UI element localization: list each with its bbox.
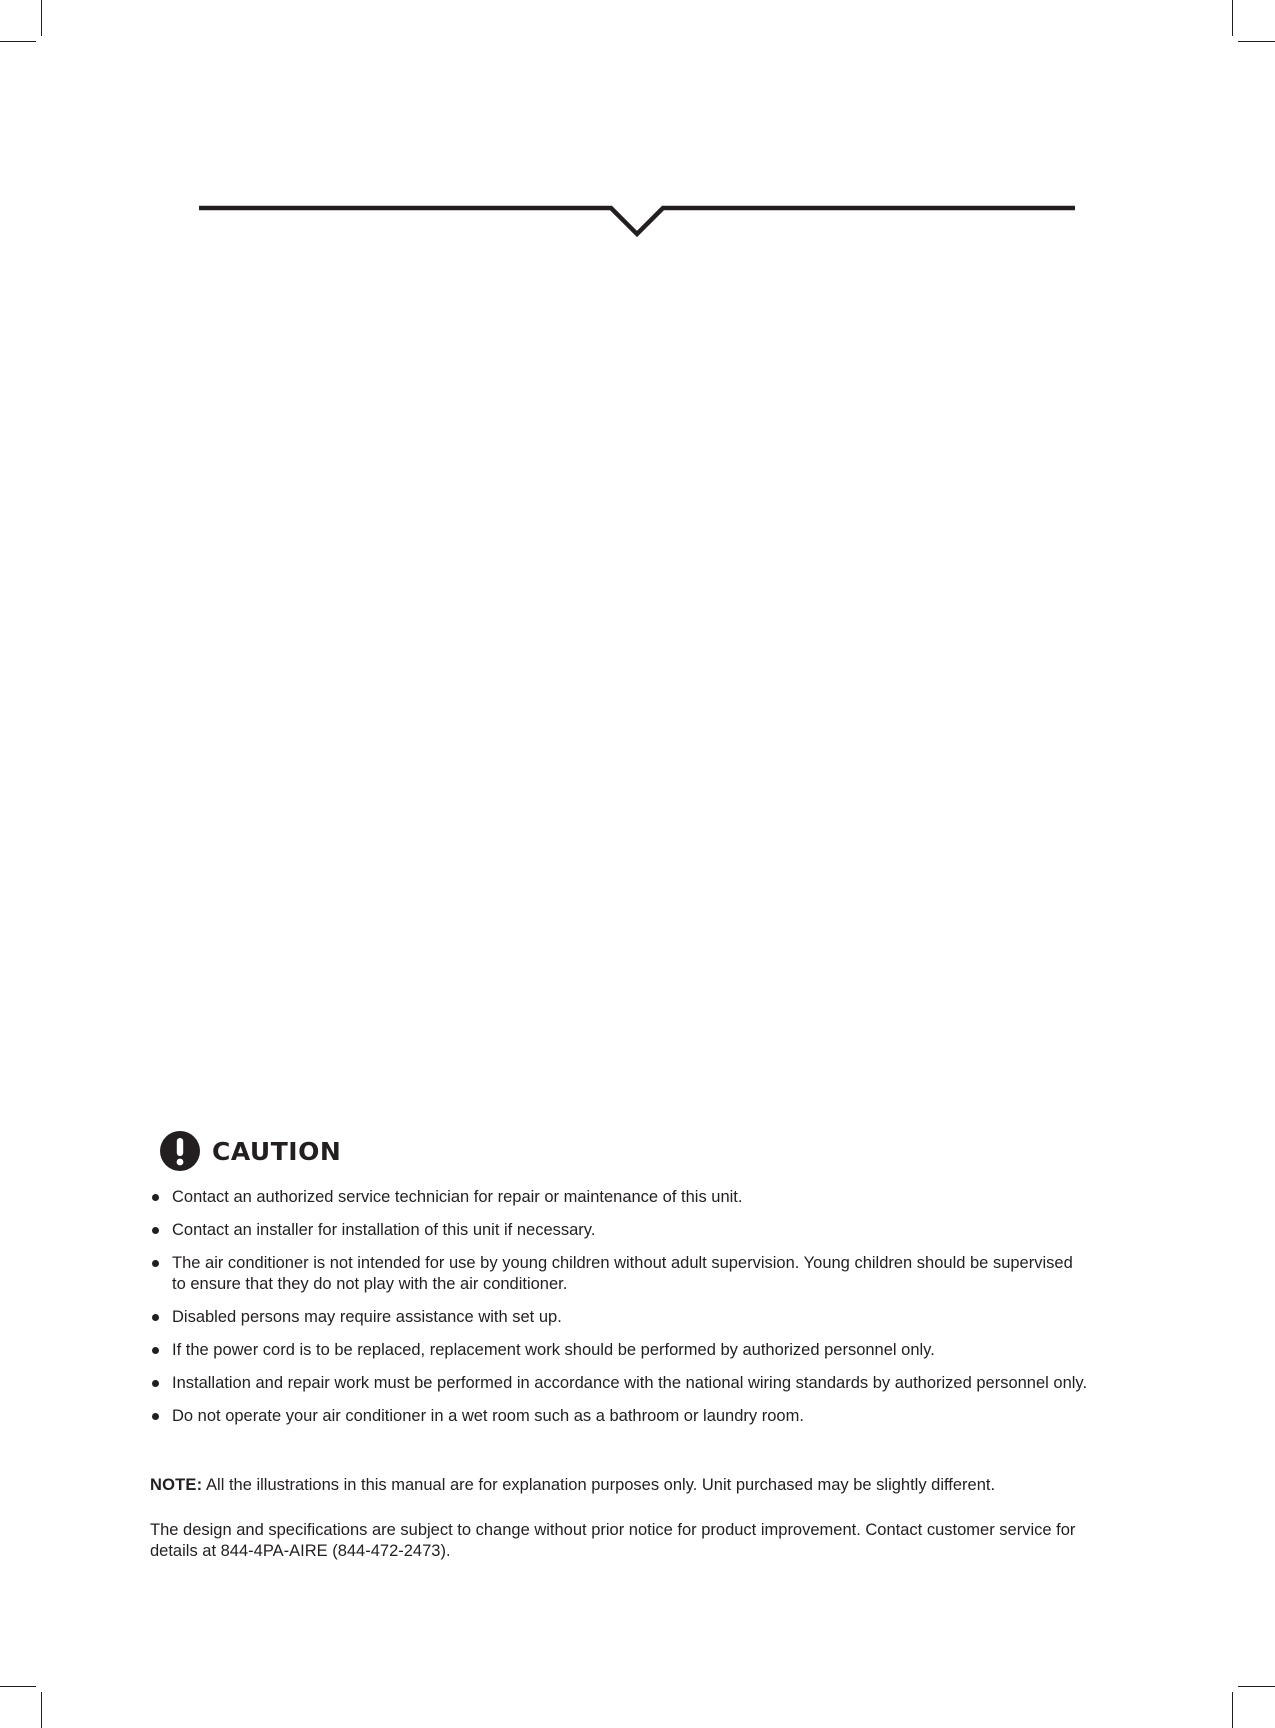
crop-mark-bottom-right-h xyxy=(1238,1686,1275,1687)
crop-mark-bottom-left-v xyxy=(41,1692,42,1728)
note-paragraph xyxy=(150,1475,1110,1496)
crop-mark-top-left-v xyxy=(41,0,42,36)
exclamation-circle-icon xyxy=(160,1131,200,1171)
list-item: Installation and repair work must be performed in accordance with the national wiring standards by authorized personnel only. xyxy=(150,1373,1090,1394)
crop-mark-top-right-v xyxy=(1232,0,1233,36)
list-item: Contact an installer for installation of this unit if necessary. xyxy=(150,1220,1090,1241)
crop-mark-bottom-right-v xyxy=(1232,1692,1233,1728)
list-item: The air conditioner is not intended for use by young children without adult supervision. Young children should be supervised to ensure that they do not play with the air conditioner. xyxy=(150,1253,1090,1295)
list-item: Do not operate your air conditioner in a wet room such as a bathroom or laundry room. xyxy=(150,1406,1090,1427)
crop-mark-top-left-h xyxy=(0,41,36,42)
list-item: If the power cord is to be replaced, replacement work should be performed by authorized personnel only. xyxy=(150,1340,1090,1361)
caution-title: CAUTION xyxy=(212,1136,342,1166)
list-item: Contact an authorized service technician for repair or maintenance of this unit. xyxy=(150,1187,1090,1208)
note-text: All the illustrations in this manual are for explanation purposes only. Unit purchased may be slightly different. xyxy=(202,1476,996,1494)
header-divider-notch xyxy=(199,188,1075,238)
caution-header xyxy=(160,1131,341,1171)
crop-mark-bottom-left-h xyxy=(0,1686,36,1687)
design-notice-paragraph: The design and specifications are subject to change without prior notice for product improvement. Contact customer service for details at 844-4PA-AIRE (844-472-2473). xyxy=(150,1521,1076,1560)
list-item: Disabled persons may require assistance with set up. xyxy=(150,1307,1090,1328)
caution-list xyxy=(150,1187,1090,1439)
note-label: NOTE: xyxy=(150,1476,203,1494)
crop-mark-top-right-h xyxy=(1238,41,1275,42)
